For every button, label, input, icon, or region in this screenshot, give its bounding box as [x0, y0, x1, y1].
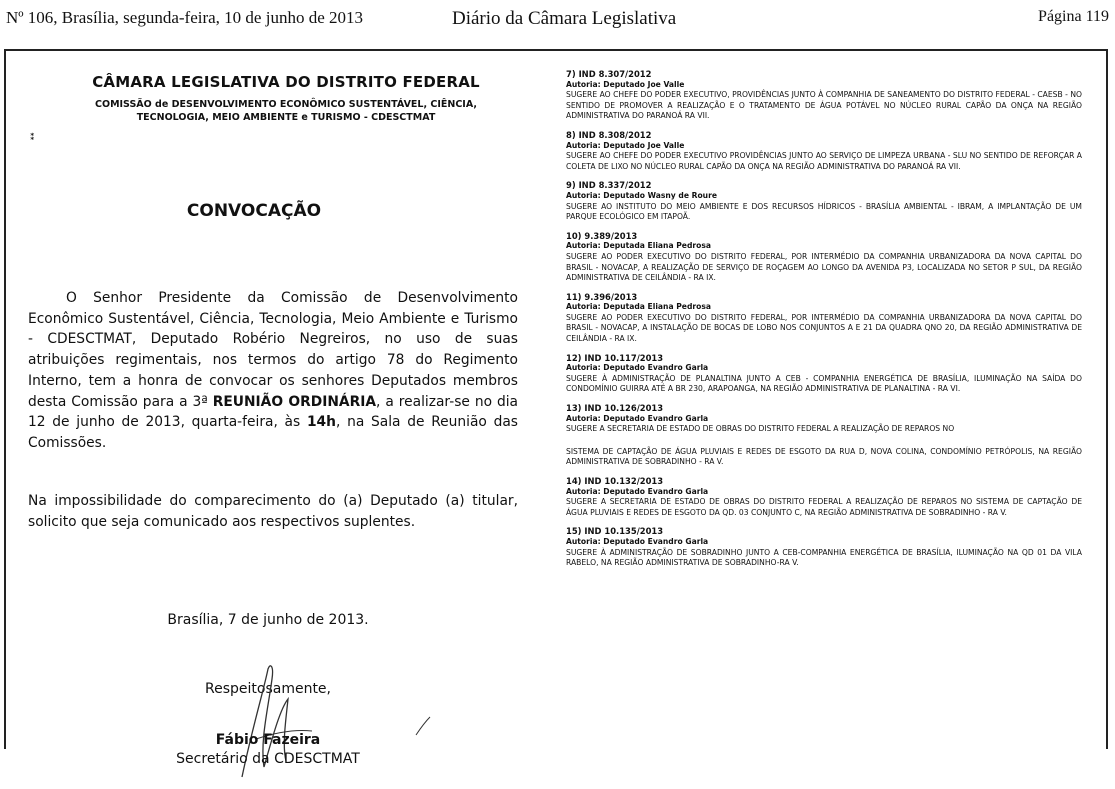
item-author: Autoria: Deputado Joe Valle — [566, 140, 685, 150]
commission-line: COMISSÃO de DESENVOLVIMENTO ECONÔMICO SUSTENTÁVEL, CIÊNCIA, — [95, 99, 477, 110]
signatory-role: Secretário da CDESCTMAT — [176, 751, 360, 767]
agenda-item — [566, 231, 1082, 284]
item-number: 7) IND 8.307/2012 — [566, 69, 652, 79]
item-author: Autoria: Deputada Eliana Pedrosa — [566, 302, 711, 312]
agenda-item — [566, 69, 1082, 122]
place-date: Brasília, 7 de junho de 2013. — [167, 612, 369, 628]
item-text: SUGERE AO PODER EXECUTIVO DO DISTRITO FEDERAL, POR INTERMÉDIO DA COMPANHIA URBANIZADORA DA NOVA CAPITAL DO BRASIL - NOVACAP, A INSTALAÇÃO DE BOCAS DE LOBO NOS CONJUNTOS A E 21 DA QUADRA QNO 20, DA REGIÃO ADMINISTRATIVA DE CEILÂNDIA - RA IX. — [566, 312, 1082, 344]
item-number: 8) IND 8.308/2012 — [566, 129, 652, 140]
item-number: 15) IND 10.135/2013 — [566, 526, 664, 537]
closing-regards: Respeitosamente, — [205, 681, 331, 697]
signature-scribble — [202, 649, 342, 789]
item-author: Autoria: Deputado Evandro Garla — [566, 486, 709, 496]
agenda-item — [566, 526, 1082, 568]
page-number: Página 119 — [1038, 8, 1109, 25]
convocation-title: CONVOCAÇÃO — [186, 201, 322, 221]
page-frame — [4, 49, 1108, 767]
convocation-paragraph — [28, 288, 518, 454]
commission-line: TECNOLOGIA, MEIO AMBIENTE e TURISMO - CDESCTMAT — [136, 112, 436, 123]
item-number: 13) IND 10.126/2013 — [566, 403, 664, 414]
item-author: Autoria: Deputado Joe Valle — [566, 79, 685, 89]
para-text: O Senhor Presidente da Comissão de Desenvolvimento Econômico Sustentável, Ciência, Tecnologia, Meio Ambiente e Turismo - CDESCTMAT, Deputado Robério Negreiros, no uso de suas atribuições regimentais, nos termos do artigo 78 do Regimento Interno, tem a honra de convocar os senhores Deputados membros desta Comissão para a 3ª — [28, 290, 518, 410]
item-text: SUGERE A SECRETARIA DE ESTADO DE OBRAS DO DISTRITO FEDERAL A REALIZAÇÃO DE REPAROS NO SISTEMA DE CAPTAÇÃO DE ÁGUA PLUVIAIS E REDES DE ESGOTO DA QD. 03 CONJUNTO C, NA REGIÃO ADMINISTRATIVA DE SOBRADINHO - RA V. — [566, 497, 1082, 517]
signatory-name: Fábio Fazeira — [215, 732, 321, 748]
meeting-type: REUNIÃO ORDINÁRIA — [212, 393, 377, 410]
agenda-list — [566, 69, 1082, 577]
commission-name — [66, 98, 506, 124]
agenda-item — [566, 130, 1082, 172]
journal-title: Diário da Câmara Legislativa — [452, 8, 677, 29]
item-author: Autoria: Deputado Evandro Garla — [566, 363, 709, 373]
item-number: 11) 9.396/2013 — [566, 291, 638, 302]
item-text: SUGERE AO PODER EXECUTIVO DO DISTRITO FEDERAL, POR INTERMÉDIO DA COMPANHIA URBANIZADORA DA NOVA CAPITAL DO BRASIL - NOVACAP, A REALIZAÇÃO DE SERVIÇO DE ROÇAGEM AO LONGO DA AVENIDA P3, LOCALIZADA NO SETOR P SUL, DA REGIÃO ADMINISTRATIVA DE CEILÂNDIA - RA IX. — [566, 251, 1082, 283]
item-text: SUGERE À ADMINISTRAÇÃO DE SOBRADINHO JUNTO A CEB-COMPANHIA ENERGÉTICA DE BRASÍLIA, ILUMINAÇÃO NA QD 01 DA VILA RABELO, NA REGIÃO ADMINISTRATIVA DE SOBRADINHO-RA V. — [566, 547, 1082, 568]
agenda-item — [566, 476, 1082, 518]
margin-mark: ⁑ — [30, 133, 35, 143]
item-text-continued: SISTEMA DE CAPTAÇÃO DE ÁGUA PLUVIAIS E REDES DE ESGOTO DA RUA D, NOVA COLINA, CONDOMÍNIO PETRÓPOLIS, NA REGIÃO ADMINISTRATIVA DE SOBRADINHO - RA V. — [566, 446, 1082, 467]
agenda-item — [566, 292, 1082, 345]
item-text: SUGERE À ADMINISTRAÇÃO DE PLANALTINA JUNTO A CEB - COMPANHIA ENERGÉTICA DE BRASÍLIA, ILUMINAÇÃO NA SAÍDA DO CONDOMÍNIO GUIRRA ATÉ A BR 230, ARAPOANGA, NA REGIÃO ADMINISTRATIVA DE PLANALTINA - RA VI. — [566, 373, 1082, 394]
item-text: SUGERE A SECRETARIA DE ESTADO DE OBRAS DO DISTRITO FEDERAL A REALIZAÇÃO DE REPAROS NO — [566, 424, 955, 434]
item-number: 9) IND 8.337/2012 — [566, 180, 652, 191]
item-author: Autoria: Deputado Wasny de Roure — [566, 190, 717, 200]
agenda-item — [566, 180, 1082, 222]
para-text: , na Sala de Reunião das Comissões. — [28, 414, 518, 451]
item-text: SUGERE AO CHEFE DO PODER EXECUTIVO, PROVIDÊNCIAS JUNTO À COMPANHIA DE SANEAMENTO DO DISTRITO FEDERAL - CAESB - NO SENTIDO DE PROMOVER A REALIZAÇÃO E O TRATAMENTO DE ÁGUA POTÁVEL NO NÚCLEO RURAL CAPÃO DA ONÇA NA REGIÃO ADMINISTRATIVA DO PARANOÁ RA VII. — [566, 90, 1082, 121]
item-number: 10) 9.389/2013 — [566, 230, 638, 241]
item-author: Autoria: Deputado Evandro Garla — [566, 413, 709, 423]
item-number: 12) IND 10.117/2013 — [566, 352, 664, 363]
para-text: , a realizar-se no dia 12 de junho de 2013, quarta-feira, às — [28, 393, 519, 431]
convocation-column — [6, 51, 566, 767]
agenda-item — [566, 353, 1082, 395]
org-title: CÂMARA LEGISLATIVA DO DISTRITO FEDERAL — [92, 73, 480, 91]
item-text: SUGERE AO INSTITUTO DO MEIO AMBIENTE E DOS RECURSOS HÍDRICOS - BRASÍLIA AMBIENTAL - IBRAM, A IMPLANTAÇÃO DE UM PARQUE ECOLÓGICO EM ITAPOÃ. — [566, 201, 1082, 222]
item-number: 14) IND 10.132/2013 — [566, 476, 664, 486]
substitute-paragraph: Na impossibilidade do comparecimento do (a) Deputado (a) titular, solicito que seja comunicado aos respectivos suplentes. — [28, 493, 518, 530]
issue-info: Nº 106, Brasília, segunda-feira, 10 de junho de 2013 — [6, 8, 363, 27]
item-text: SUGERE AO CHEFE DO PODER EXECUTIVO PROVIDÊNCIAS JUNTO AO SERVIÇO DE LIMPEZA URBANA - SLU NO SENTIDO DE REFORÇAR A COLETA DE LIXO NO NÚCLEO RURAL CAPÃO DA ONÇA NA REGIÃO ADMINISTRATIVA DO PARANOÁ RA VII. — [566, 151, 1082, 171]
meeting-time: 14h — [306, 414, 336, 431]
item-author: Autoria: Deputado Evandro Garla — [566, 536, 709, 546]
agenda-item — [566, 403, 1082, 468]
item-author: Autoria: Deputada Eliana Pedrosa — [566, 241, 711, 251]
page-header — [0, 0, 1115, 36]
